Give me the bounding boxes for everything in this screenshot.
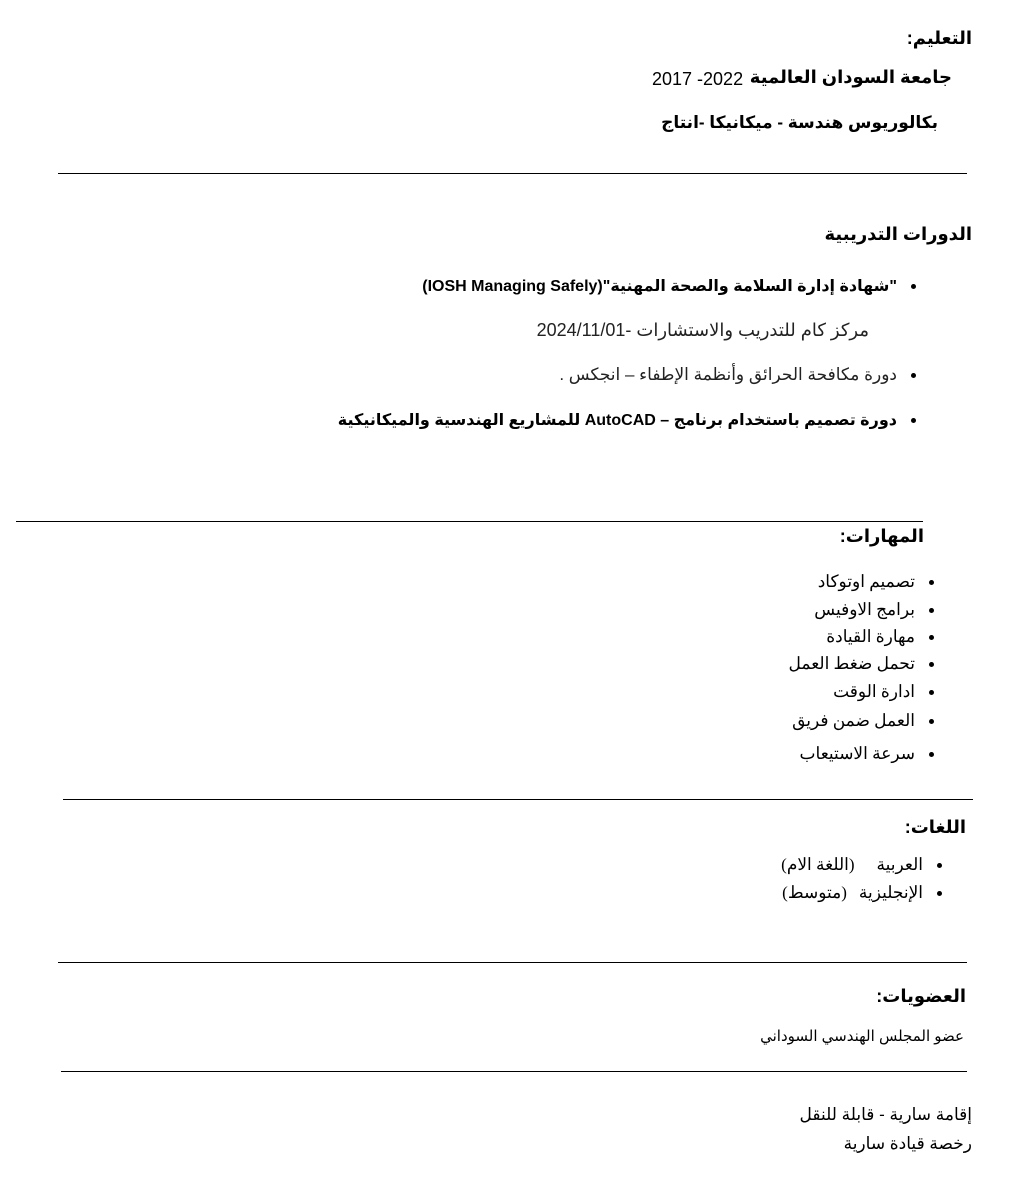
language-level: (متوسط)	[782, 883, 847, 902]
education-university: جامعة السودان العالمية	[749, 67, 952, 87]
skill-item	[789, 654, 935, 674]
skill-item	[826, 627, 934, 647]
bullet-icon	[929, 752, 934, 757]
skill-item	[833, 682, 934, 702]
bullet-icon	[929, 580, 934, 585]
skill-item-text: العمل ضمن فريق	[792, 711, 915, 730]
education-years: 2017 -2022	[652, 69, 744, 89]
training-item-detail: مركز كام للتدريب والاستشارات -2024/11/01	[536, 320, 869, 340]
bullet-icon	[929, 608, 934, 613]
skill-item-text: سرعة الاستيعاب	[799, 744, 915, 763]
languages-heading: اللغات:	[904, 817, 966, 837]
bullet-icon	[929, 662, 934, 667]
training-item-text: دورة مكافحة الحرائق وأنظمة الإطفاء – انجكس .	[559, 365, 897, 384]
skill-item	[818, 572, 934, 592]
education-heading: التعليم:	[906, 28, 972, 48]
divider	[63, 799, 973, 800]
bullet-icon	[911, 284, 916, 289]
bullet-icon	[929, 719, 934, 724]
skill-item-text: ادارة الوقت	[833, 682, 915, 701]
bullet-icon	[929, 635, 934, 640]
skill-item-text: مهارة القيادة	[826, 627, 915, 646]
divider	[58, 173, 967, 174]
training-item-text: "شهادة إدارة السلامة والصحة المهنية"(IOSH Managing Safely)	[422, 278, 897, 295]
skill-item	[814, 600, 934, 620]
bullet-icon	[937, 891, 942, 896]
skill-item-text: تحمل ضغط العمل	[788, 654, 915, 673]
language-item	[781, 855, 942, 875]
residence-status: إقامة سارية - قابلة للنقل	[799, 1105, 972, 1124]
divider	[16, 521, 923, 522]
language-name: العربية	[876, 855, 923, 874]
divider	[58, 962, 967, 963]
skill-item-text: برامج الاوفيس	[814, 600, 915, 619]
bullet-icon	[937, 863, 942, 868]
bullet-icon	[929, 690, 934, 695]
memberships-heading: العضويات:	[876, 986, 966, 1006]
language-name: الإنجليزية	[858, 883, 923, 902]
bullet-icon	[911, 418, 916, 423]
training-heading: الدورات التدريبية	[824, 224, 972, 244]
language-item	[782, 883, 942, 903]
language-level: (اللغة الام)	[781, 855, 855, 874]
training-item	[338, 410, 916, 430]
membership-item: عضو المجلس الهندسي السوداني	[760, 1028, 964, 1045]
education-degree: بكالوريوس هندسة - ميكانيكا -انتاج	[661, 113, 938, 132]
bullet-icon	[911, 373, 916, 378]
skill-item	[800, 744, 934, 764]
skills-heading: المهارات:	[839, 526, 924, 546]
training-item	[559, 365, 916, 385]
divider	[61, 1071, 967, 1072]
skill-item-text: تصميم اوتوكاد	[817, 572, 915, 591]
training-item	[422, 276, 916, 296]
training-item-text: دورة تصميم باستخدام برنامج – AutoCAD للمشاريع الهندسية والميكانيكية	[337, 412, 897, 429]
skill-item	[792, 711, 934, 731]
driving-license: رخصة قيادة سارية	[843, 1134, 972, 1153]
